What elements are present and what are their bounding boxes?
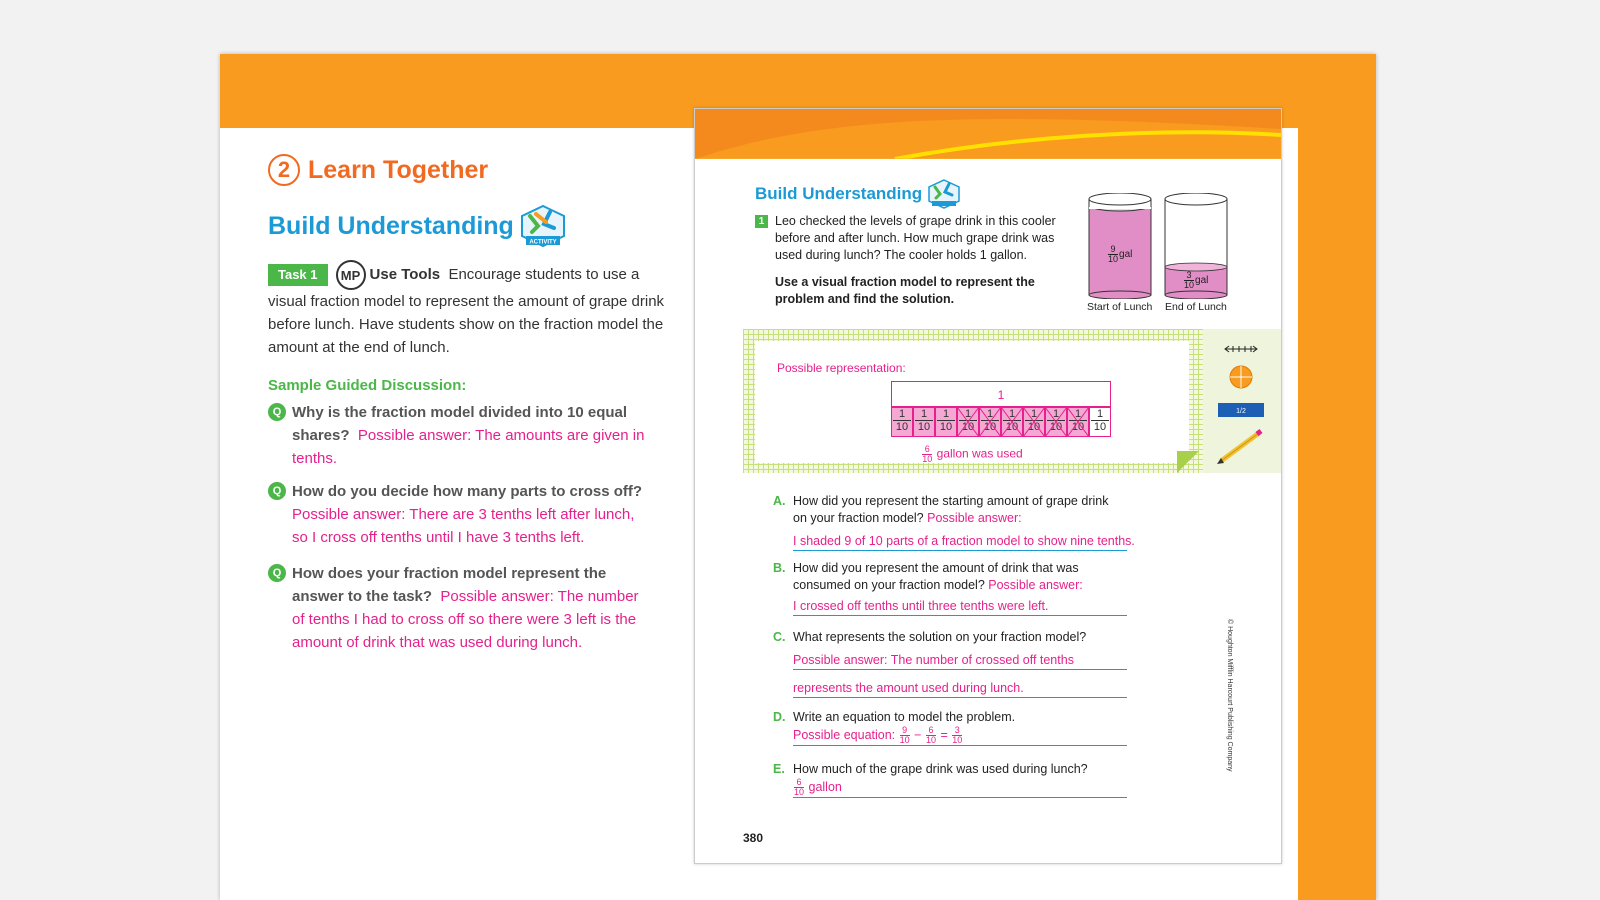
fraction-strip-label: 1/2 bbox=[1236, 408, 1246, 415]
equation-label: Possible equation: bbox=[793, 727, 896, 742]
question-text: How do you decide how many parts to cross off? bbox=[292, 483, 643, 500]
fraction-denominator: 10 bbox=[1005, 421, 1019, 433]
question-icon: Q bbox=[268, 564, 286, 582]
tools-icons bbox=[1203, 329, 1281, 473]
copyright-notice bbox=[1225, 619, 1235, 779]
gallon-unit: gal bbox=[1119, 249, 1133, 261]
section-number: 2 bbox=[268, 154, 300, 186]
sample-guided-discussion-title: Sample Guided Discussion: bbox=[268, 377, 467, 394]
fraction-numerator: 3 bbox=[952, 726, 962, 736]
work-area bbox=[755, 341, 1189, 463]
cross-off-marks bbox=[891, 407, 1111, 437]
problem-instruction: Use a visual fraction model to represent the problem and find the solution. bbox=[775, 275, 1035, 306]
problem-text: Leo checked the levels of grape drink in this cooler before and after lunch. How much grape drink was used during lunch? The cooler holds 1 gallon. bbox=[775, 214, 1056, 262]
end-of-lunch-label: End of Lunch bbox=[1165, 301, 1227, 313]
fraction-numerator: 6 bbox=[794, 778, 804, 788]
fraction-numerator: 1 bbox=[1047, 408, 1065, 421]
equation-line bbox=[793, 726, 1127, 746]
inset-heading bbox=[755, 179, 960, 209]
orange-side-band bbox=[1298, 54, 1376, 900]
question-icon: Q bbox=[268, 482, 286, 500]
possible-answer: Possible answer: The number of tenths I had to cross off so there were 3 left is the amount of drink that was used during lunch. bbox=[292, 588, 639, 651]
build-understanding-heading bbox=[268, 204, 566, 248]
gallon-unit: gal bbox=[1195, 275, 1209, 287]
fraction-numerator: 9 bbox=[900, 726, 910, 736]
number-line-icon bbox=[1225, 346, 1257, 352]
fraction-numerator: 6 bbox=[926, 726, 936, 736]
fraction-numerator: 1 bbox=[959, 408, 977, 421]
fraction-denominator: 10 bbox=[917, 421, 931, 433]
answer-unit: gallon bbox=[808, 779, 842, 794]
activity-label: ACTIVITY bbox=[529, 239, 557, 246]
question-letter: B. bbox=[773, 561, 786, 575]
question-a bbox=[773, 493, 1153, 551]
question-text: Why is the fraction model divided into 10 equal shares? bbox=[292, 404, 628, 444]
section-title: Learn Together bbox=[308, 155, 489, 184]
start-of-lunch-label: Start of Lunch bbox=[1087, 301, 1153, 313]
task-badge: Task 1 bbox=[268, 264, 328, 286]
page-fold-corner bbox=[1177, 451, 1199, 473]
question-text: Write an equation to model the problem. bbox=[793, 710, 1016, 724]
teacher-page bbox=[220, 54, 1376, 900]
student-page-inset bbox=[694, 108, 1282, 864]
fraction-numerator: 1 bbox=[915, 408, 933, 421]
question-1 bbox=[268, 401, 654, 470]
answer-prefix: Possible answer: bbox=[927, 511, 1022, 525]
fraction-denominator: 10 bbox=[1093, 421, 1107, 433]
answer-line: I crossed off tenths until three tenths were left. bbox=[793, 598, 1127, 616]
question-letter: D. bbox=[773, 710, 786, 724]
possible-answer: Possible answer: There are 3 tenths left after lunch, so I cross off tenths until I have 3 tenths left. bbox=[292, 506, 635, 546]
question-2 bbox=[268, 480, 654, 549]
question-text: How did you represent the starting amount of grape drink on your fraction model? bbox=[793, 494, 1109, 525]
fraction-denominator: 10 bbox=[925, 735, 936, 745]
question-icon: Q bbox=[268, 403, 286, 421]
possible-answer: Possible answer: The amounts are given in tenths. bbox=[292, 427, 645, 467]
fraction-numerator: 1 bbox=[893, 408, 911, 421]
task-paragraph bbox=[268, 260, 668, 359]
fraction-denominator: 10 bbox=[1027, 421, 1041, 433]
question-d bbox=[773, 709, 1153, 746]
question-3 bbox=[268, 562, 654, 654]
gallon-used-label bbox=[755, 445, 1189, 464]
copyright-text: © Houghton Mifflin Harcourt Publishing Company bbox=[1226, 619, 1233, 772]
question-text: How did you represent the amount of drink that was consumed on your fraction model? bbox=[793, 561, 1079, 592]
work-grid-panel bbox=[743, 329, 1203, 473]
fraction-denominator: 10 bbox=[922, 454, 933, 464]
task-text: Encourage students to use a visual fraction model to represent the amount of grape drink before lunch. Have students show on the fraction model the amount at the end of lunch. bbox=[268, 265, 665, 356]
question-c bbox=[773, 629, 1153, 698]
question-letter: E. bbox=[773, 762, 785, 776]
use-tools-label: Use Tools bbox=[369, 265, 441, 283]
question-text: How does your fraction model represent the answer to the task? bbox=[292, 565, 607, 605]
question-letter: A. bbox=[773, 494, 786, 508]
fraction-denominator: 10 bbox=[1108, 254, 1119, 264]
cooler-illustration bbox=[1087, 193, 1237, 313]
question-letter: C. bbox=[773, 630, 786, 644]
end-level-label bbox=[1183, 271, 1208, 290]
whole-bar: 1 bbox=[891, 381, 1111, 407]
problem-1 bbox=[755, 213, 1079, 308]
tenths-bar bbox=[891, 407, 1111, 437]
equals-sign: = bbox=[940, 727, 948, 742]
activity-hands-icon bbox=[928, 179, 960, 209]
fraction-denominator: 10 bbox=[1184, 280, 1195, 290]
activity-hands-icon bbox=[520, 204, 566, 248]
answer-line: I shaded 9 of 10 parts of a fraction model to show nine tenths. bbox=[793, 533, 1127, 551]
fraction-strip-icon bbox=[1218, 403, 1264, 417]
question-b bbox=[773, 560, 1153, 616]
tools-sidebar bbox=[1203, 329, 1281, 473]
build-understanding-title: Build Understanding bbox=[268, 211, 514, 240]
answer-prefix: Possible answer: bbox=[988, 578, 1083, 592]
start-level-label bbox=[1107, 245, 1132, 264]
answer-line bbox=[793, 778, 1127, 798]
fraction-numerator: 1 bbox=[937, 408, 955, 421]
question-text: What represents the solution on your fraction model? bbox=[793, 630, 1087, 644]
fraction-denominator: 10 bbox=[961, 421, 975, 433]
possible-representation-label: Possible representation: bbox=[777, 361, 906, 375]
fraction-numerator: 1 bbox=[1025, 408, 1043, 421]
question-e bbox=[773, 761, 1153, 798]
gallon-used-text: gallon was used bbox=[936, 446, 1023, 461]
page-number: 380 bbox=[743, 831, 764, 845]
mp-icon: MP bbox=[336, 260, 366, 290]
inset-title: Build Understanding bbox=[755, 184, 923, 203]
fraction-denominator: 10 bbox=[895, 421, 909, 433]
fraction-numerator: 1 bbox=[981, 408, 999, 421]
fraction-denominator: 10 bbox=[1049, 421, 1063, 433]
section-heading bbox=[268, 154, 488, 186]
fraction-circle-icon bbox=[1230, 366, 1252, 388]
fraction-numerator: 3 bbox=[1184, 271, 1194, 281]
fraction-numerator: 1 bbox=[1003, 408, 1021, 421]
fraction-denominator: 10 bbox=[952, 735, 963, 745]
inset-banner bbox=[695, 109, 1281, 159]
fraction-denominator: 10 bbox=[794, 787, 805, 797]
fraction-model bbox=[891, 381, 1111, 437]
fraction-denominator: 10 bbox=[939, 421, 953, 433]
fraction-numerator: 6 bbox=[922, 445, 932, 455]
fraction-numerator: 1 bbox=[1091, 408, 1109, 421]
problem-number: 1 bbox=[755, 215, 768, 228]
answer-line: represents the amount used during lunch. bbox=[793, 680, 1127, 698]
minus-sign: − bbox=[914, 727, 922, 742]
fraction-numerator: 1 bbox=[1069, 408, 1087, 421]
fraction-numerator: 9 bbox=[1108, 245, 1118, 255]
fraction-denominator: 10 bbox=[1071, 421, 1085, 433]
pencil-icon bbox=[1217, 431, 1261, 464]
fraction-denominator: 10 bbox=[983, 421, 997, 433]
question-text: How much of the grape drink was used during lunch? bbox=[793, 762, 1088, 776]
fraction-denominator: 10 bbox=[899, 735, 910, 745]
answer-line: Possible answer: The number of crossed off tenths bbox=[793, 652, 1127, 670]
